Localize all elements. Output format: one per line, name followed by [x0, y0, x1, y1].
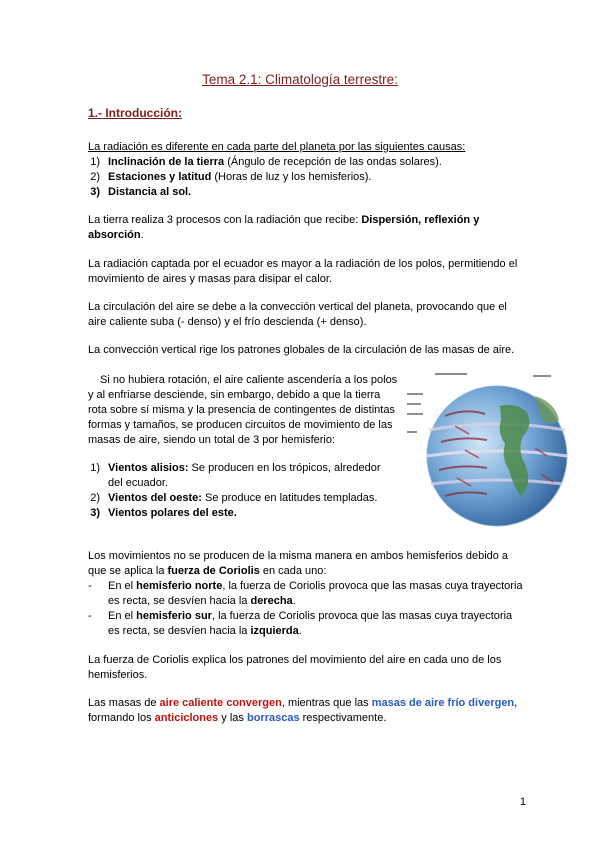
paragraph-line: formas y tamaños, se producen circuitos de movimiento de las — [88, 419, 393, 431]
list-text: (Ángulo de recepción de las ondas solares). — [224, 156, 442, 168]
intro-line: La radiación es diferente en cada parte del planeta por las siguientes causas: — [88, 141, 466, 153]
text: . — [298, 625, 302, 637]
paragraph-line: hemisferios. — [88, 669, 148, 681]
text: Las masas de — [88, 697, 160, 709]
paragraph-line: La radiación captada por el ecuador es mayor a la radiación de los polos, permitiendo el — [88, 258, 518, 270]
bold-text: absorción — [88, 229, 141, 241]
paragraph-line: Si no hubiera rotación, el aire caliente ascendería a los polos — [100, 374, 398, 386]
paragraph-line — [88, 564, 326, 579]
paragraph-line: rota sobre sí misma y la presencia de contingentes de distintas — [88, 404, 395, 416]
bullet-continuation — [108, 624, 302, 639]
red-text: aire caliente convergen — [159, 697, 282, 709]
paragraph-line — [88, 213, 479, 228]
bold-text: izquierda — [250, 625, 299, 637]
text: respectivamente. — [299, 712, 387, 724]
text: , mientras que las — [281, 697, 372, 709]
text: formando los — [88, 712, 155, 724]
page-title: Tema 2.1: Climatología terrestre: — [202, 72, 398, 87]
list-number: 3) — [90, 507, 100, 519]
bullet-item — [88, 579, 523, 594]
list-number: 2) — [90, 171, 100, 183]
list-item — [80, 185, 191, 200]
text: en cada uno: — [259, 565, 327, 577]
paragraph-line: La fuerza de Coriolis explica los patrones del movimiento del aire en cada uno de los — [88, 654, 502, 666]
list-bold: Vientos polares del este. — [108, 507, 237, 519]
text: La tierra realiza 3 procesos con la radiación que recibe: — [88, 214, 362, 226]
paragraph-line: masas de aire, siendo un total de 3 por hemisferio: — [88, 434, 336, 446]
paragraph-line — [88, 696, 517, 711]
bold-text: hemisferio norte — [136, 580, 223, 592]
list-item — [80, 491, 377, 506]
text: En el — [108, 580, 137, 592]
bullet-item — [88, 609, 512, 624]
list-bold: Inclinación de la tierra — [108, 156, 225, 168]
bold-text: Dispersión, reflexión y — [361, 214, 480, 226]
text: . — [292, 595, 296, 607]
text: , la fuerza de Coriolis provoca que las masas cuya trayectoria — [211, 610, 513, 622]
text: . — [140, 229, 144, 241]
list-bold: Vientos alisios: — [108, 462, 189, 474]
list-number: 2) — [90, 492, 100, 504]
blue-text: masas de aire frío divergen — [371, 697, 515, 709]
list-bold: Estaciones y latitud — [108, 171, 212, 183]
list-number: 3) — [90, 186, 100, 198]
list-number: 1) — [90, 462, 100, 474]
list-item — [80, 170, 371, 185]
red-text: anticiclones — [154, 712, 219, 724]
paragraph-line: Los movimientos no se producen de la misma manera en ambos hemisferios debido a — [88, 550, 509, 562]
section-heading: 1.- Introducción: — [88, 106, 182, 120]
bold-text: derecha — [250, 595, 293, 607]
text: es recta, se desvíen hacia la — [108, 625, 251, 637]
paragraph-line: La circulación del aire se debe a la convección vertical del planeta, provocando que el — [88, 301, 507, 313]
paragraph-line — [88, 228, 144, 243]
blue-text: borrascas — [246, 712, 300, 724]
list-text: (Horas de luz y los hemisferios). — [211, 171, 372, 183]
bullet-dash: - — [88, 580, 92, 592]
list-item-continuation: del ecuador. — [108, 477, 168, 489]
global-circulation-globe-image — [405, 366, 573, 528]
list-number: 1) — [90, 156, 100, 168]
paragraph-line: y al enfriarse desciende, sin embargo, debido a que la tierra — [88, 389, 381, 401]
list-item — [80, 155, 442, 170]
paragraph-line: movimiento de aires y masas para disipar el calor. — [88, 273, 332, 285]
list-text: Se produce en latitudes templadas. — [201, 492, 378, 504]
bullet-dash: - — [88, 610, 92, 622]
bold-text: hemisferio sur — [136, 610, 212, 622]
paragraph-line — [88, 711, 386, 726]
list-item — [80, 461, 381, 476]
paragraph-line: La convección vertical rige los patrones globales de la circulación de las masas de aire. — [88, 344, 515, 356]
bold-text: fuerza de Coriolis — [167, 565, 260, 577]
text: que se aplica la — [88, 565, 168, 577]
page-number: 1 — [519, 796, 526, 808]
text: , — [514, 697, 518, 709]
list-bold: Vientos del oeste: — [108, 492, 202, 504]
list-bold: Distancia al sol. — [108, 186, 192, 198]
bullet-continuation — [108, 594, 296, 609]
text: , la fuerza de Coriolis provoca que las masas cuya trayectoria — [222, 580, 523, 592]
text: En el — [108, 610, 137, 622]
list-item — [80, 506, 237, 521]
text: y las — [218, 712, 247, 724]
text: es recta, se desvíen hacia la — [108, 595, 251, 607]
paragraph-line: aire caliente suba (- denso) y el frío descienda (+ denso). — [88, 316, 367, 328]
list-text: Se producen en los trópicos, alrededor — [188, 462, 381, 474]
